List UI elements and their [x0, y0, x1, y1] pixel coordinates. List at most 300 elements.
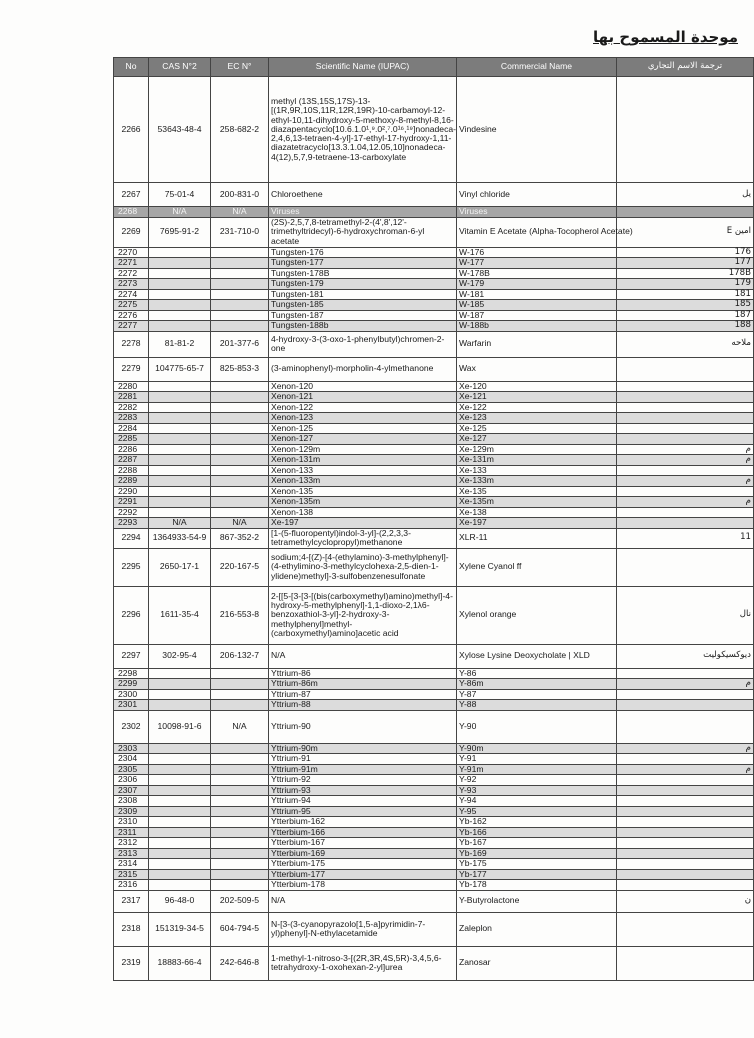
row-number-cell: 2287	[114, 455, 149, 466]
cas-number-cell	[149, 279, 211, 290]
arabic-name-cell: 185	[617, 300, 754, 311]
ec-number-cell: 202-509-5	[211, 890, 269, 912]
arabic-name-cell: امين E	[617, 217, 754, 247]
arabic-name-cell: 181	[617, 289, 754, 300]
scientific-name-cell: Ytterbium-177	[269, 869, 457, 880]
row-number-cell: 2283	[114, 413, 149, 424]
cas-number-cell: 7695-91-2	[149, 217, 211, 247]
commercial-name-cell: Xe-131m	[457, 455, 617, 466]
commercial-name-cell: Y-86m	[457, 679, 617, 690]
row-number-cell: 2273	[114, 279, 149, 290]
arabic-name-cell	[617, 785, 754, 796]
scientific-name-cell: 1-methyl-1-nitroso-3-[(2R,3R,4S,5R)-3,4,5,6-tetrahydroxy-1-oxohexan-2-yl]urea	[269, 946, 457, 980]
cas-number-cell	[149, 289, 211, 300]
row-number-cell: 2297	[114, 644, 149, 668]
row-number-cell: 2266	[114, 77, 149, 183]
scientific-name-cell: Tungsten-178B	[269, 268, 457, 279]
table-row	[114, 743, 754, 754]
cas-number-cell	[149, 785, 211, 796]
arabic-name-cell	[617, 423, 754, 434]
table-row	[114, 207, 754, 218]
scientific-name-cell: Ytterbium-167	[269, 838, 457, 849]
arabic-name-cell: 179	[617, 279, 754, 290]
cas-number-cell	[149, 310, 211, 321]
arabic-name-cell	[617, 806, 754, 817]
arabic-name-cell	[617, 859, 754, 870]
table-row	[114, 310, 754, 321]
scientific-name-cell: Xenon-120	[269, 381, 457, 392]
commercial-name-cell: Warfarin	[457, 331, 617, 357]
scientific-name-cell: Xe-197	[269, 518, 457, 529]
table-row	[114, 679, 754, 690]
commercial-name-cell: Y-87	[457, 689, 617, 700]
table-row	[114, 507, 754, 518]
table-row	[114, 217, 754, 247]
row-number-cell: 2279	[114, 357, 149, 381]
ec-number-cell	[211, 869, 269, 880]
commercial-name-cell: Y-95	[457, 806, 617, 817]
commercial-name-cell: Xe-135m	[457, 497, 617, 508]
ec-number-cell: N/A	[211, 710, 269, 743]
table-row	[114, 859, 754, 870]
commercial-name-cell: W-185	[457, 300, 617, 311]
row-number-cell: 2303	[114, 743, 149, 754]
cas-number-cell: 18883-66-4	[149, 946, 211, 980]
commercial-name-cell: Xe-133	[457, 465, 617, 476]
commercial-name-cell: Xe-122	[457, 402, 617, 413]
cas-number-cell	[149, 486, 211, 497]
scientific-name-cell: Chloroethene	[269, 183, 457, 207]
cas-number-cell	[149, 689, 211, 700]
commercial-name-cell: Yb-175	[457, 859, 617, 870]
ec-number-cell: N/A	[211, 518, 269, 529]
arabic-name-cell	[617, 700, 754, 711]
commercial-name-cell: Xe-129m	[457, 444, 617, 455]
scientific-name-cell: [1-(5-fluoropentyl)indol-3-yl]-(2,2,3,3-tetramethylcyclopropyl)methanone	[269, 528, 457, 548]
cas-number-cell	[149, 806, 211, 817]
cas-number-cell	[149, 507, 211, 518]
arabic-name-cell	[617, 754, 754, 765]
arabic-name-cell	[617, 946, 754, 980]
table-row	[114, 476, 754, 487]
row-number-cell: 2288	[114, 465, 149, 476]
ec-number-cell	[211, 817, 269, 828]
commercial-name-cell: Xe-133m	[457, 476, 617, 487]
column-header-scientific-name: Scientific Name (IUPAC)	[269, 58, 457, 77]
scientific-name-cell: Yttrium-86m	[269, 679, 457, 690]
ec-number-cell: 231-710-0	[211, 217, 269, 247]
column-header-commercial-name: Commercial Name	[457, 58, 617, 77]
row-number-cell: 2293	[114, 518, 149, 529]
ec-number-cell	[211, 310, 269, 321]
row-number-cell: 2300	[114, 689, 149, 700]
arabic-name-cell: نال	[617, 586, 754, 644]
arabic-name-cell	[617, 668, 754, 679]
arabic-name-cell	[617, 689, 754, 700]
cas-number-cell	[149, 300, 211, 311]
commercial-name-cell: Xylene Cyanol ff	[457, 548, 617, 586]
cas-number-cell: 302-95-4	[149, 644, 211, 668]
ec-number-cell	[211, 486, 269, 497]
commercial-name-cell: Vindesine	[457, 77, 617, 183]
table-row	[114, 710, 754, 743]
row-number-cell: 2267	[114, 183, 149, 207]
table-row	[114, 700, 754, 711]
cas-number-cell: 104775-65-7	[149, 357, 211, 381]
commercial-name-cell: XLR-11	[457, 528, 617, 548]
scientific-name-cell: Ytterbium-162	[269, 817, 457, 828]
arabic-name-cell	[617, 710, 754, 743]
ec-number-cell	[211, 402, 269, 413]
commercial-name-cell: Y-90	[457, 710, 617, 743]
scientific-name-cell: Xenon-138	[269, 507, 457, 518]
scientific-name-cell: Yttrium-88	[269, 700, 457, 711]
ec-number-cell	[211, 700, 269, 711]
table-row	[114, 817, 754, 828]
scientific-name-cell: Viruses	[269, 207, 457, 218]
table-row	[114, 321, 754, 332]
arabic-name-cell: 176	[617, 247, 754, 258]
ec-number-cell	[211, 423, 269, 434]
cas-number-cell: 1364933-54-9	[149, 528, 211, 548]
scientific-name-cell: Tungsten-185	[269, 300, 457, 311]
arabic-name-cell: م	[617, 455, 754, 466]
row-number-cell: 2314	[114, 859, 149, 870]
scientific-name-cell: Tungsten-187	[269, 310, 457, 321]
table-row	[114, 754, 754, 765]
arabic-name-cell: م	[617, 679, 754, 690]
cas-number-cell: 81-81-2	[149, 331, 211, 357]
scientific-name-cell: Tungsten-177	[269, 258, 457, 269]
cas-number-cell	[149, 402, 211, 413]
cas-number-cell	[149, 700, 211, 711]
commercial-name-cell: Y-94	[457, 796, 617, 807]
ec-number-cell	[211, 465, 269, 476]
cas-number-cell	[149, 258, 211, 269]
ec-number-cell	[211, 392, 269, 403]
scientific-name-cell: Tungsten-176	[269, 247, 457, 258]
commercial-name-cell: Xylenol orange	[457, 586, 617, 644]
arabic-name-cell	[617, 392, 754, 403]
arabic-name-cell: ن	[617, 890, 754, 912]
commercial-name-cell: Zaleplon	[457, 912, 617, 946]
cas-number-cell	[149, 859, 211, 870]
table-row	[114, 289, 754, 300]
scientific-name-cell: Yttrium-91	[269, 754, 457, 765]
scientific-name-cell: Yttrium-90	[269, 710, 457, 743]
ec-number-cell	[211, 381, 269, 392]
row-number-cell: 2274	[114, 289, 149, 300]
ec-number-cell	[211, 668, 269, 679]
row-number-cell: 2270	[114, 247, 149, 258]
column-header-no: No	[114, 58, 149, 77]
scientific-name-cell: sodium;4-[(Z)-[4-(ethylamino)-3-methylphenyl]-(4-ethylimino-3-methylcyclohexa-2,5-dien-1-ylidene)methyl]-3-sulfobenzenesulfonate	[269, 548, 457, 586]
arabic-name-cell	[617, 880, 754, 891]
cas-number-cell	[149, 247, 211, 258]
scientific-name-cell: Tungsten-188b	[269, 321, 457, 332]
cas-number-cell	[149, 743, 211, 754]
substances-table	[113, 57, 754, 981]
table-row	[114, 444, 754, 455]
ec-number-cell	[211, 754, 269, 765]
cas-number-cell	[149, 880, 211, 891]
ec-number-cell	[211, 444, 269, 455]
table-row	[114, 465, 754, 476]
cas-number-cell	[149, 423, 211, 434]
table-row	[114, 518, 754, 529]
arabic-name-cell: م	[617, 764, 754, 775]
arabic-name-cell	[617, 77, 754, 183]
commercial-name-cell: Xylose Lysine Deoxycholate | XLD	[457, 644, 617, 668]
cas-number-cell	[149, 434, 211, 445]
table-row	[114, 689, 754, 700]
cas-number-cell: 2650-17-1	[149, 548, 211, 586]
row-number-cell: 2275	[114, 300, 149, 311]
commercial-name-cell: Vinyl chloride	[457, 183, 617, 207]
scientific-name-cell: 4-hydroxy-3-(3-oxo-1-phenylbutyl)chromen-2-one	[269, 331, 457, 357]
cas-number-cell: 96-48-0	[149, 890, 211, 912]
row-number-cell: 2299	[114, 679, 149, 690]
scientific-name-cell: Ytterbium-169	[269, 848, 457, 859]
row-number-cell: 2313	[114, 848, 149, 859]
arabic-name-cell	[617, 402, 754, 413]
commercial-name-cell: W-181	[457, 289, 617, 300]
ec-number-cell	[211, 497, 269, 508]
ec-number-cell	[211, 743, 269, 754]
arabic-name-cell	[617, 912, 754, 946]
arabic-name-cell: 188	[617, 321, 754, 332]
table-row	[114, 838, 754, 849]
arabic-name-cell: 11	[617, 528, 754, 548]
commercial-name-cell: Y-90m	[457, 743, 617, 754]
arabic-name-cell: م	[617, 497, 754, 508]
table-row	[114, 880, 754, 891]
cas-number-cell	[149, 848, 211, 859]
commercial-name-cell: W-176	[457, 247, 617, 258]
table-row	[114, 258, 754, 269]
ec-number-cell	[211, 321, 269, 332]
cas-number-cell	[149, 497, 211, 508]
arabic-name-cell: ملاحه	[617, 331, 754, 357]
scientific-name-cell: Yttrium-91m	[269, 764, 457, 775]
arabic-name-cell	[617, 357, 754, 381]
row-number-cell: 2305	[114, 764, 149, 775]
ec-number-cell: 825-853-3	[211, 357, 269, 381]
ec-number-cell	[211, 689, 269, 700]
commercial-name-cell: Y-91	[457, 754, 617, 765]
scientific-name-cell: N/A	[269, 890, 457, 912]
ec-number-cell	[211, 279, 269, 290]
row-number-cell: 2290	[114, 486, 149, 497]
ec-number-cell: 258-682-2	[211, 77, 269, 183]
ec-number-cell	[211, 838, 269, 849]
table-row	[114, 946, 754, 980]
row-number-cell: 2307	[114, 785, 149, 796]
ec-number-cell	[211, 796, 269, 807]
commercial-name-cell: Vitamin E Acetate (Alpha-Tocopherol Acetate)	[457, 217, 617, 247]
table-row	[114, 77, 754, 183]
scientific-name-cell: Xenon-129m	[269, 444, 457, 455]
arabic-name-cell: 187	[617, 310, 754, 321]
scientific-name-cell: methyl (13S,15S,17S)-13-[(1R,9R,10S,11R,12R,19R)-10-carbamoyl-12-ethyl-10,11-dihydroxy-5-methoxy-8-methyl-8,16-diazapentacyclo[10.6.1.0¹,⁹.0²,⁷.0¹⁶,¹⁹]nonadeca-2,4,6,13-tetraen-4-yl]-17-ethyl-17-hydroxy-1,11-diazatetracyclo[13.3.1.04,12.05,10]nonadeca-4(12),5,7,9-tetraene-13-carboxylate	[269, 77, 457, 183]
ec-number-cell: 604-794-5	[211, 912, 269, 946]
cas-number-cell	[149, 668, 211, 679]
row-number-cell: 2277	[114, 321, 149, 332]
arabic-name-cell	[617, 518, 754, 529]
cas-number-cell	[149, 381, 211, 392]
row-number-cell: 2301	[114, 700, 149, 711]
commercial-name-cell: Wax	[457, 357, 617, 381]
commercial-name-cell: W-177	[457, 258, 617, 269]
ec-number-cell	[211, 434, 269, 445]
commercial-name-cell: Xe-197	[457, 518, 617, 529]
commercial-name-cell: Y-92	[457, 775, 617, 786]
scientific-name-cell: Xenon-123	[269, 413, 457, 424]
table-row	[114, 423, 754, 434]
row-number-cell: 2295	[114, 548, 149, 586]
commercial-name-cell: Xe-135	[457, 486, 617, 497]
ec-number-cell	[211, 827, 269, 838]
scientific-name-cell: Ytterbium-178	[269, 880, 457, 891]
commercial-name-cell: Xe-120	[457, 381, 617, 392]
arabic-name-cell: م	[617, 444, 754, 455]
arabic-name-cell: 177	[617, 258, 754, 269]
table-row	[114, 392, 754, 403]
table-row	[114, 486, 754, 497]
scientific-name-cell: Yttrium-94	[269, 796, 457, 807]
ec-number-cell	[211, 300, 269, 311]
commercial-name-cell: Y-88	[457, 700, 617, 711]
row-number-cell: 2285	[114, 434, 149, 445]
table-row	[114, 827, 754, 838]
table-row	[114, 279, 754, 290]
scientific-name-cell: Xenon-127	[269, 434, 457, 445]
cas-number-cell	[149, 775, 211, 786]
scientific-name-cell: Xenon-122	[269, 402, 457, 413]
row-number-cell: 2310	[114, 817, 149, 828]
row-number-cell: 2311	[114, 827, 149, 838]
commercial-name-cell: Xe-125	[457, 423, 617, 434]
ec-number-cell: 201-377-6	[211, 331, 269, 357]
arabic-name-cell	[617, 827, 754, 838]
arabic-name-cell	[617, 434, 754, 445]
cas-number-cell	[149, 827, 211, 838]
commercial-name-cell: Yb-169	[457, 848, 617, 859]
commercial-name-cell: Viruses	[457, 207, 617, 218]
ec-number-cell: 867-352-2	[211, 528, 269, 548]
scientific-name-cell: Xenon-125	[269, 423, 457, 434]
arabic-name-cell: يل	[617, 183, 754, 207]
row-number-cell: 2272	[114, 268, 149, 279]
table-row	[114, 668, 754, 679]
arabic-name-cell: م	[617, 743, 754, 754]
cas-number-cell	[149, 796, 211, 807]
row-number-cell: 2308	[114, 796, 149, 807]
row-number-cell: 2268	[114, 207, 149, 218]
cas-number-cell	[149, 838, 211, 849]
cas-number-cell: 151319-34-5	[149, 912, 211, 946]
row-number-cell: 2291	[114, 497, 149, 508]
row-number-cell: 2294	[114, 528, 149, 548]
cas-number-cell	[149, 465, 211, 476]
row-number-cell: 2269	[114, 217, 149, 247]
ec-number-cell	[211, 679, 269, 690]
commercial-name-cell: Xe-123	[457, 413, 617, 424]
table-row	[114, 869, 754, 880]
scientific-name-cell: Yttrium-92	[269, 775, 457, 786]
arabic-name-cell	[617, 207, 754, 218]
commercial-name-cell: Xe-127	[457, 434, 617, 445]
row-number-cell: 2292	[114, 507, 149, 518]
commercial-name-cell: Zanosar	[457, 946, 617, 980]
commercial-name-cell: Yb-166	[457, 827, 617, 838]
row-number-cell: 2315	[114, 869, 149, 880]
arabic-name-cell: 178B	[617, 268, 754, 279]
row-number-cell: 2276	[114, 310, 149, 321]
scientific-name-cell: Xenon-131m	[269, 455, 457, 466]
arabic-name-cell	[617, 817, 754, 828]
arabic-name-cell	[617, 796, 754, 807]
scientific-name-cell: 2-[[5-[3-[3-[(bis(carboxymethyl)amino)methyl]-4-hydroxy-5-methylphenyl]-1,1-dioxo-2,1λ6-benzoxathiol-3-yl]-2-hydroxy-3-methylphenyl]methyl-(carboxymethyl)amino]acetic acid	[269, 586, 457, 644]
ec-number-cell: 242-646-8	[211, 946, 269, 980]
table-row	[114, 785, 754, 796]
row-number-cell: 2302	[114, 710, 149, 743]
scientific-name-cell: Yttrium-87	[269, 689, 457, 700]
arabic-name-cell: م	[617, 476, 754, 487]
table-row	[114, 413, 754, 424]
ec-number-cell: 216-553-8	[211, 586, 269, 644]
cas-number-cell	[149, 754, 211, 765]
scientific-name-cell: Yttrium-95	[269, 806, 457, 817]
table-row	[114, 434, 754, 445]
ec-number-cell	[211, 880, 269, 891]
scientific-name-cell: N/A	[269, 644, 457, 668]
column-header-arabic-name: ترجمة الاسم التجاري	[617, 58, 754, 77]
ec-number-cell: 220-167-5	[211, 548, 269, 586]
cas-number-cell	[149, 413, 211, 424]
row-number-cell: 2316	[114, 880, 149, 891]
scientific-name-cell: Xenon-133	[269, 465, 457, 476]
scientific-name-cell: Yttrium-93	[269, 785, 457, 796]
ec-number-cell	[211, 848, 269, 859]
commercial-name-cell: W-179	[457, 279, 617, 290]
ec-number-cell	[211, 247, 269, 258]
arabic-name-cell	[617, 486, 754, 497]
arabic-name-cell	[617, 848, 754, 859]
scientific-name-cell: (3-aminophenyl)-morpholin-4-ylmethanone	[269, 357, 457, 381]
ec-number-cell	[211, 775, 269, 786]
commercial-name-cell: Y-93	[457, 785, 617, 796]
row-number-cell: 2278	[114, 331, 149, 357]
arabic-name-cell	[617, 381, 754, 392]
cas-number-cell	[149, 444, 211, 455]
table-row	[114, 644, 754, 668]
table-row	[114, 528, 754, 548]
arabic-name-cell	[617, 838, 754, 849]
table-row	[114, 247, 754, 258]
table-row	[114, 402, 754, 413]
row-number-cell: 2318	[114, 912, 149, 946]
scientific-name-cell: Ytterbium-175	[269, 859, 457, 870]
commercial-name-cell: Yb-167	[457, 838, 617, 849]
row-number-cell: 2296	[114, 586, 149, 644]
ec-number-cell	[211, 785, 269, 796]
cas-number-cell: N/A	[149, 207, 211, 218]
table-row	[114, 775, 754, 786]
row-number-cell: 2309	[114, 806, 149, 817]
table-row	[114, 764, 754, 775]
ec-number-cell	[211, 764, 269, 775]
